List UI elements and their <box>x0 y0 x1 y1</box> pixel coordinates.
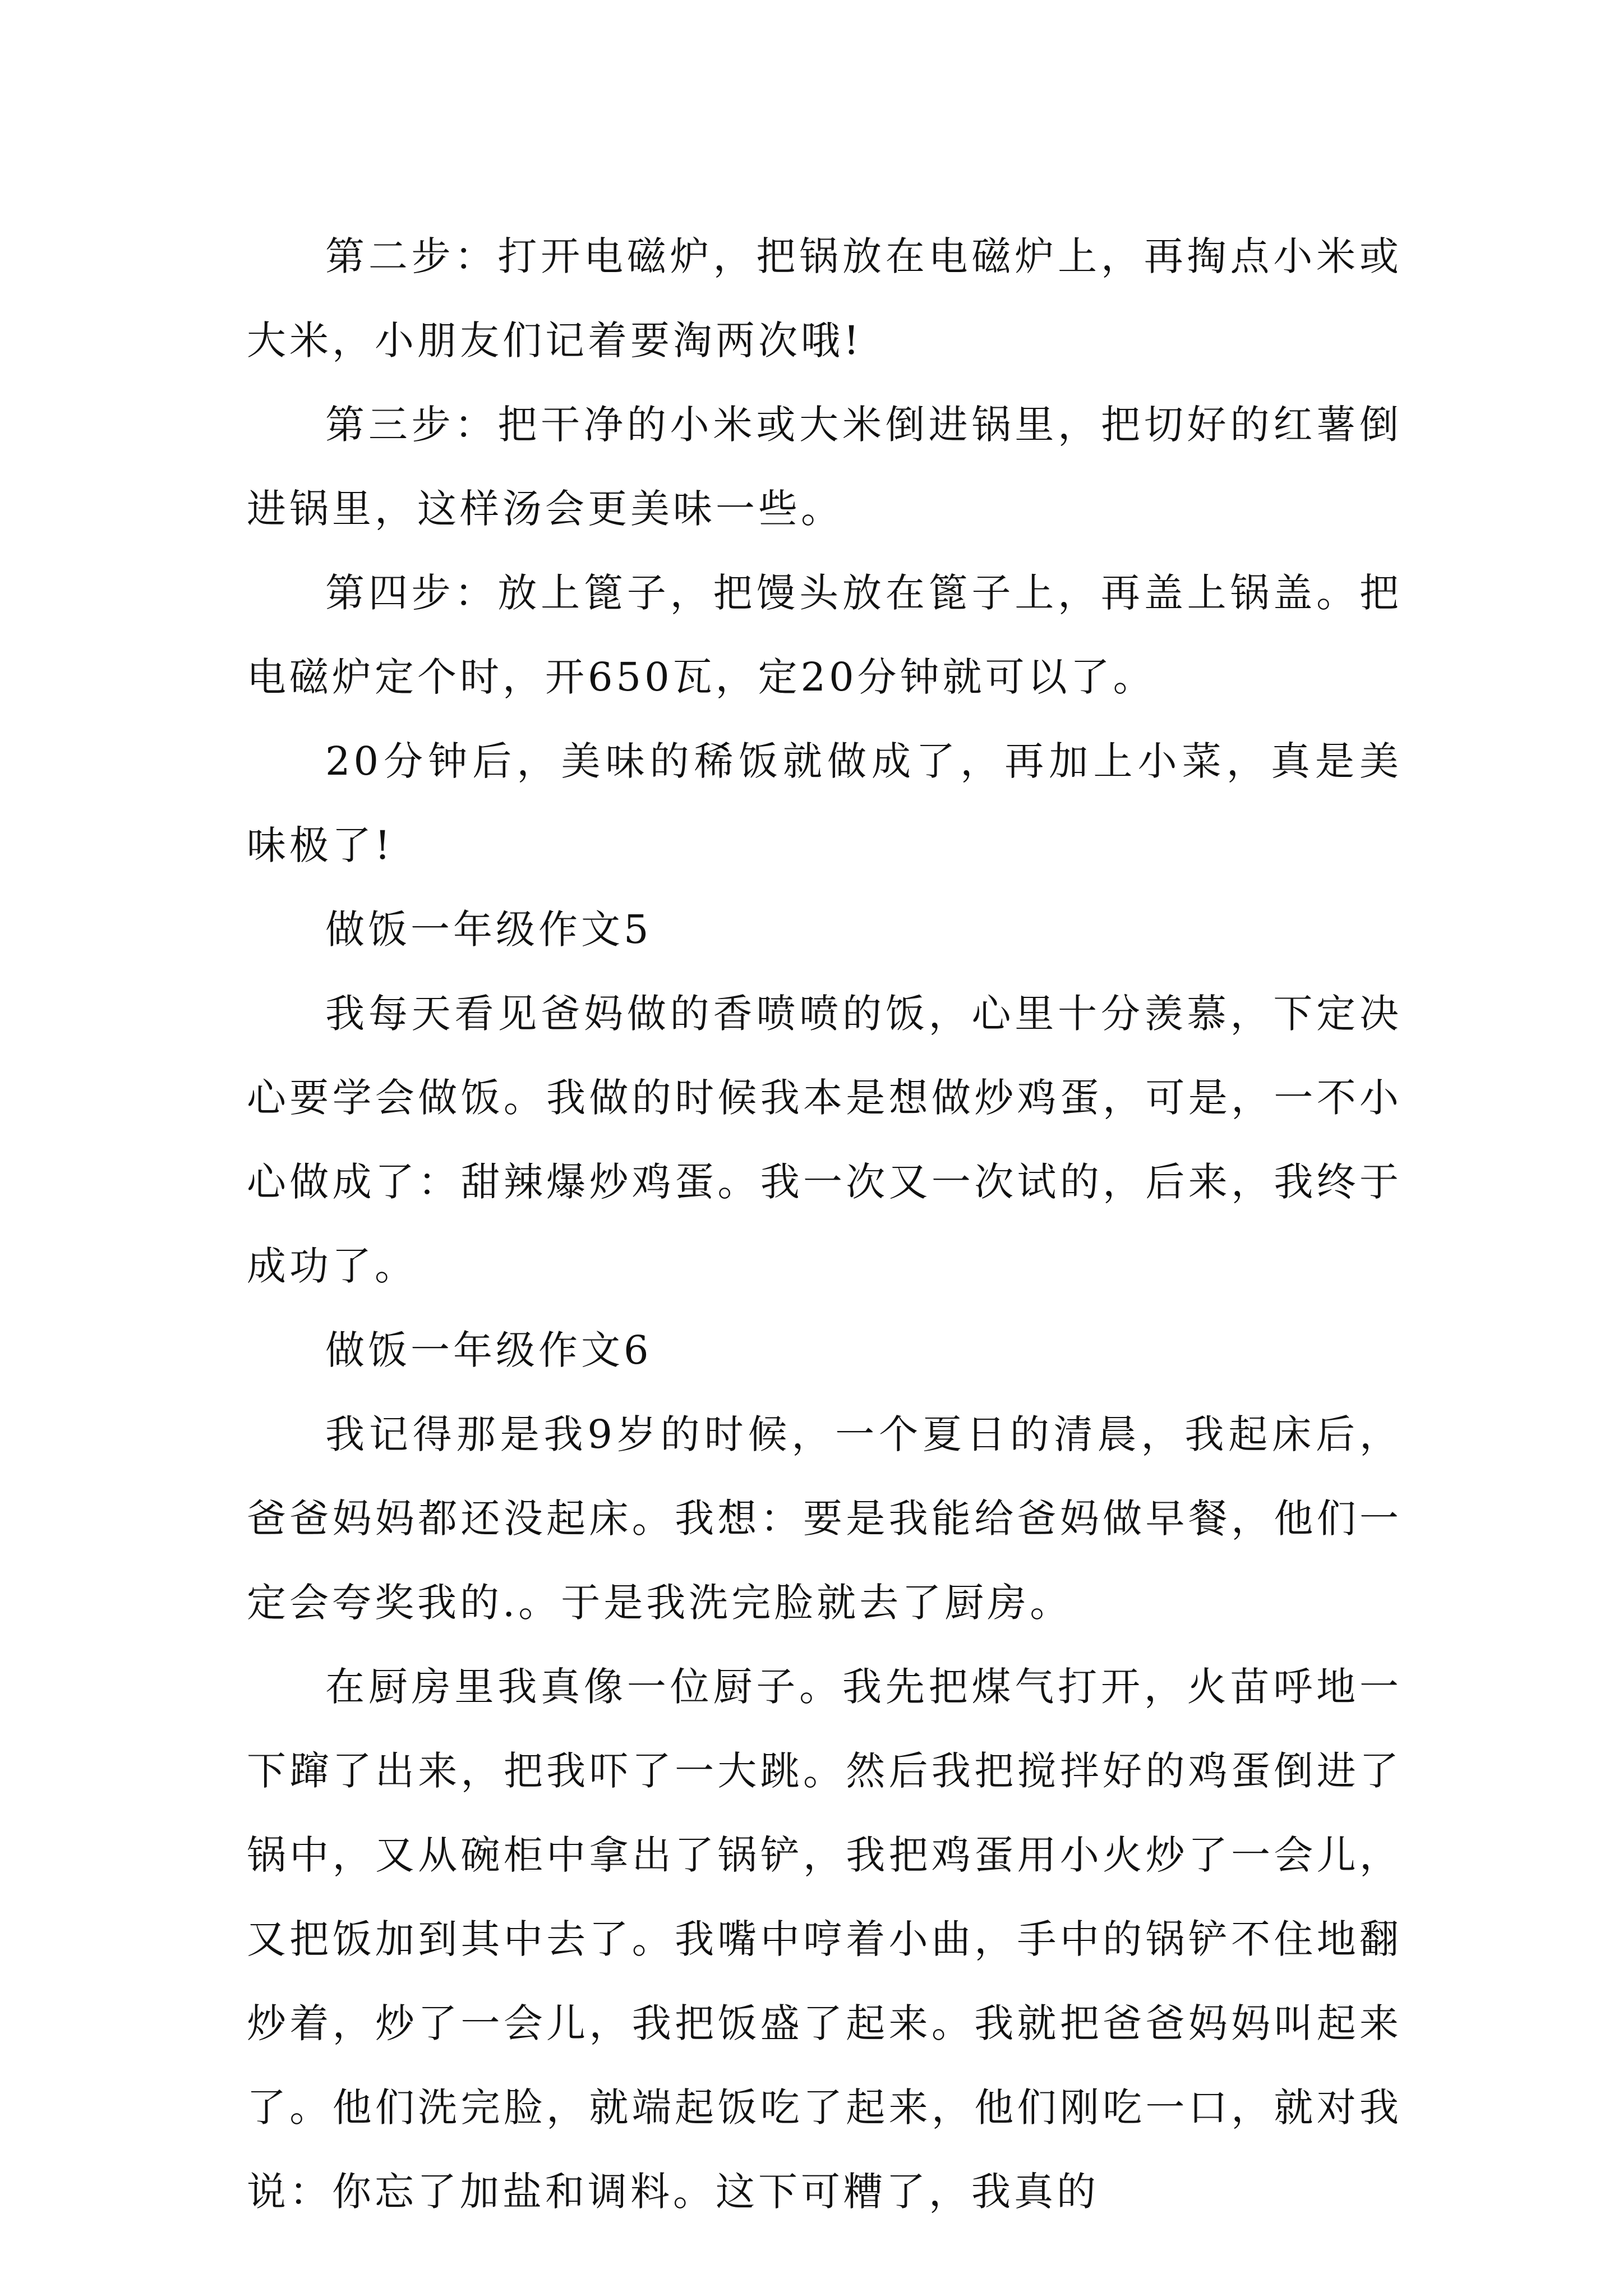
essay-6-paragraph-1: 我记得那是我9岁的时候，一个夏日的清晨，我起床后，爸爸妈妈都还没起床。我想：要是我能给爸妈做早餐，他们一定会夸奖我的.。于是我洗完脸就去了厨房。 <box>247 1411 1402 1626</box>
essay-5-paragraph: 我每天看见爸妈做的香喷喷的饭，心里十分羡慕，下定决心要学会做饭。我做的时候我本是想做炒鸡蛋，可是，一不小心做成了：甜辣爆炒鸡蛋。我一次又一次试的，后来，我终于成功了。 <box>247 991 1402 1289</box>
essay-6-heading: 做饭一年级作文6 <box>325 1327 652 1373</box>
essay-6-paragraph-2: 在厨房里我真像一位厨子。我先把煤气打开，火苗呼地一下蹿了出来，把我吓了一大跳。然后我把搅拌好的鸡蛋倒进了锅中，又从碗柜中拿出了锅铲，我把鸡蛋用小火炒了一会儿，又把饭加到其中去了。我嘴中哼着小曲，手中的锅铲不住地翻炒着，炒了一会儿，我把饭盛了起来。我就把爸爸妈妈叫起来了。他们洗完脸，就端起饭吃了起来，他们刚吃一口，就对我说：你忘了加盐和调料。这下可糟了，我真的 <box>247 1664 1402 2215</box>
step-three-paragraph: 第三步：把干净的小米或大米倒进锅里，把切好的红薯倒进锅里，这样汤会更美味一些。 <box>247 402 1402 532</box>
step-four-paragraph: 第四步：放上篦子，把馒头放在篦子上，再盖上锅盖。把电磁炉定个时，开650瓦，定20分钟就可以了。 <box>247 570 1402 700</box>
step-two-paragraph: 第二步：打开电磁炉，把锅放在电磁炉上，再掏点小米或大米，小朋友们记着要淘两次哦! <box>247 233 1402 364</box>
document-body <box>247 214 1402 2234</box>
essay-5-heading: 做饭一年级作文5 <box>325 907 652 953</box>
result-paragraph: 20分钟后，美味的稀饭就做成了，再加上小菜，真是美味极了! <box>247 738 1402 868</box>
